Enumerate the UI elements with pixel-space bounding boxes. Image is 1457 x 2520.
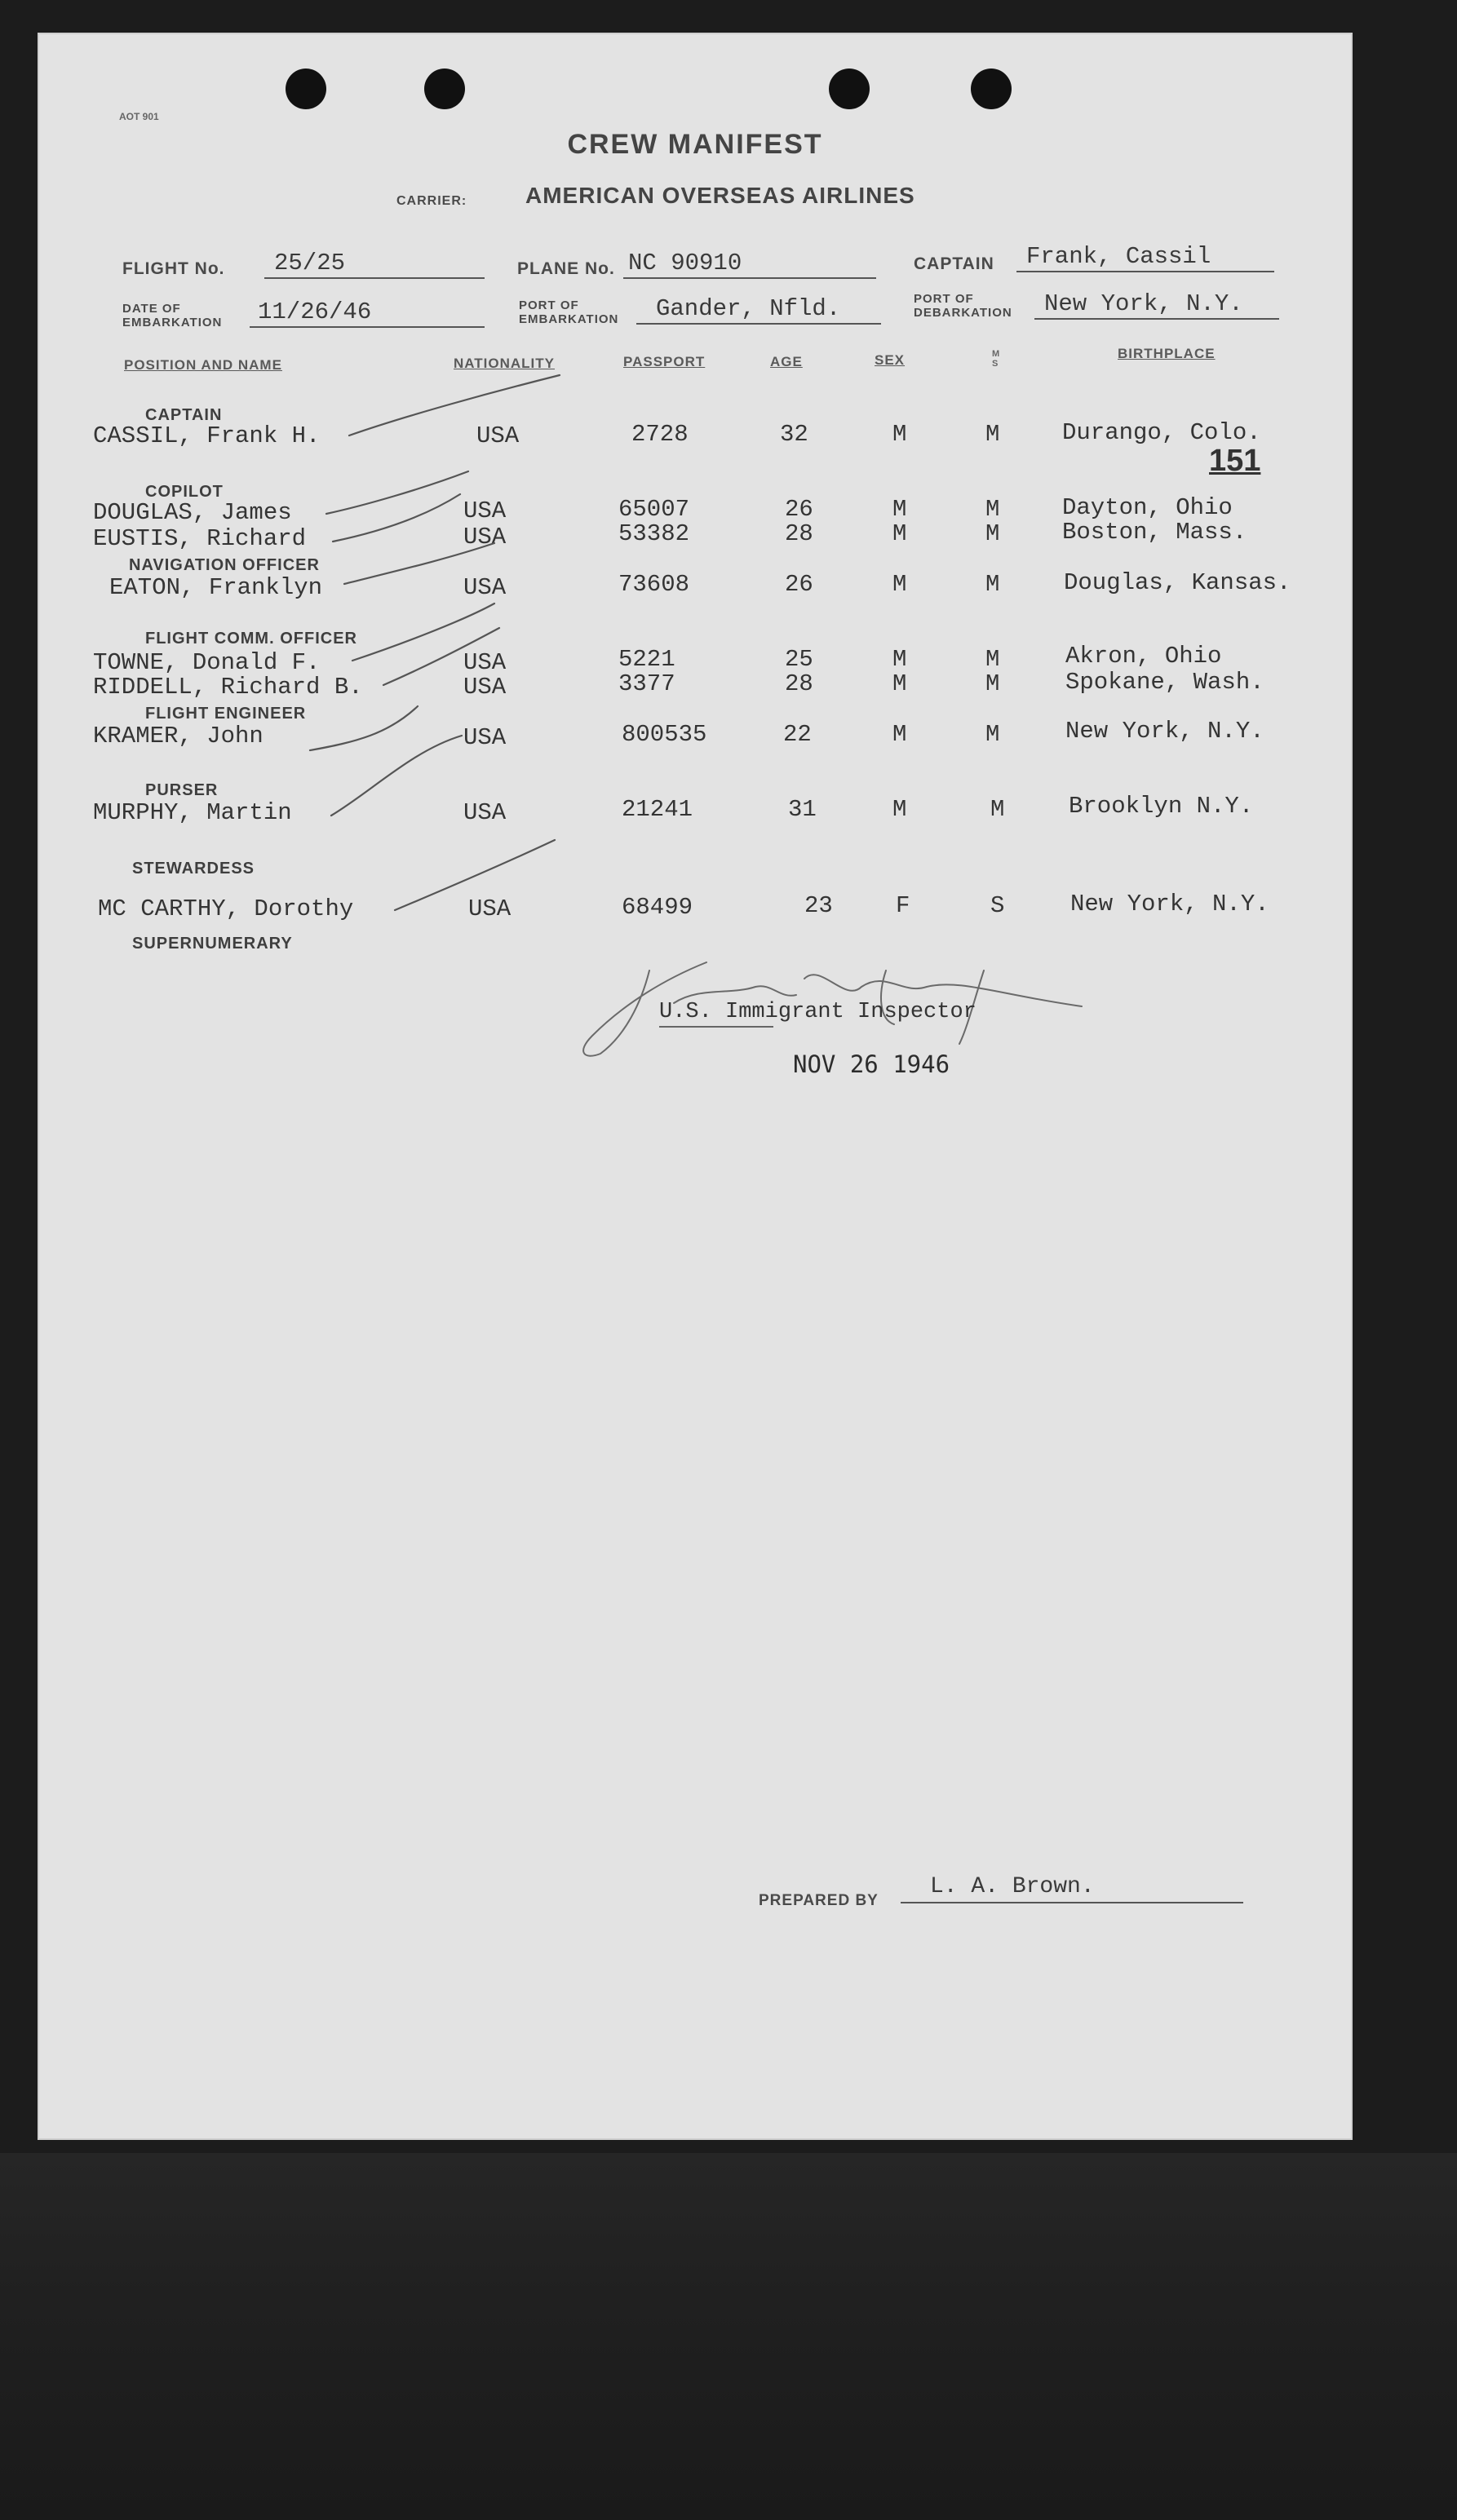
captain-value: Frank, Cassil — [1026, 243, 1211, 270]
crew-passport: 73608 — [618, 571, 690, 598]
date-label: DATE OF EMBARKATION — [122, 302, 223, 329]
crew-nationality: USA — [463, 574, 507, 601]
crew-marital-status: M — [985, 646, 1000, 673]
crew-nationality: USA — [463, 497, 507, 524]
crew-age: 22 — [783, 721, 812, 748]
inspector-title: U.S. Immigrant Inspector — [659, 1000, 976, 1024]
crew-birthplace: Douglas, Kansas. — [1064, 569, 1291, 596]
crew-birthplace: Durango, Colo. — [1062, 419, 1261, 446]
crew-birthplace: New York, N.Y. — [1070, 891, 1269, 917]
form-code: AOT 901 — [119, 111, 159, 122]
crew-sex: M — [892, 646, 907, 673]
crew-age: 28 — [785, 520, 813, 547]
flight-label: FLIGHT No. — [122, 259, 225, 278]
crew-marital-status: M — [985, 670, 1000, 697]
crew-passport: 65007 — [618, 496, 690, 523]
crew-passport: 68499 — [622, 894, 693, 921]
col-birthplace: BIRTHPLACE — [1118, 346, 1216, 361]
crew-sex: M — [892, 496, 907, 523]
port-embarkation-value: Gander, Nfld. — [656, 295, 841, 322]
role-supernumerary: SUPERNUMERARY — [132, 935, 293, 953]
crew-name: RIDDELL, Richard B. — [93, 674, 363, 701]
col-age: AGE — [770, 354, 803, 369]
crew-nationality: USA — [468, 895, 512, 922]
role-captain: CAPTAIN — [145, 406, 223, 424]
crew-name: DOUGLAS, James — [93, 499, 292, 526]
role-copilot: COPILOT — [145, 483, 224, 501]
crew-marital-status: M — [985, 520, 1000, 547]
crew-nationality: USA — [476, 422, 520, 449]
prepared-by-value: L. A. Brown. — [930, 1874, 1095, 1899]
crew-birthplace: Brooklyn N.Y. — [1069, 793, 1254, 820]
crew-passport: 53382 — [618, 520, 690, 547]
crew-birthplace: New York, N.Y. — [1065, 718, 1264, 745]
col-position: POSITION AND NAME — [124, 357, 282, 373]
check-marks — [38, 33, 1353, 1011]
crew-passport: 5221 — [618, 646, 675, 673]
carrier-label: CARRIER: — [396, 194, 467, 208]
scan-background — [0, 2153, 1457, 2520]
prepared-by-underline — [901, 1902, 1243, 1903]
date-value: 11/26/46 — [258, 298, 372, 325]
crew-sex: M — [892, 670, 907, 697]
inspector-title-underline — [659, 1026, 773, 1028]
crew-name: KRAMER, John — [93, 723, 264, 749]
crew-sex: M — [892, 520, 907, 547]
port-embarkation-label: PORT OF EMBARKATION — [519, 298, 619, 326]
captain-label: CAPTAIN — [914, 254, 994, 273]
plane-label: PLANE No. — [517, 259, 615, 278]
crew-marital-status: M — [985, 496, 1000, 523]
manifest-sheet — [38, 33, 1353, 2140]
plane-value: NC 90910 — [628, 250, 742, 276]
port-debarkation-label: PORT OF DEBARKATION — [914, 292, 1012, 320]
crew-birthplace: Akron, Ohio — [1065, 643, 1222, 670]
crew-age: 31 — [788, 796, 817, 823]
crew-age: 23 — [804, 892, 833, 919]
crew-passport: 3377 — [618, 670, 675, 697]
crew-name: EATON, Franklyn — [109, 574, 323, 601]
prepared-by-label: PREPARED BY — [759, 1892, 879, 1909]
carrier-name: AMERICAN OVERSEAS AIRLINES — [525, 183, 915, 208]
crew-passport: 2728 — [631, 421, 689, 448]
col-sex: SEX — [875, 352, 906, 368]
crew-nationality: USA — [463, 674, 507, 701]
crew-name: MURPHY, Martin — [93, 799, 292, 826]
col-nationality: NATIONALITY — [454, 356, 556, 371]
role-flight-engineer: FLIGHT ENGINEER — [145, 705, 307, 723]
page-number: 151 — [1209, 444, 1261, 478]
crew-name: MC CARTHY, Dorothy — [98, 895, 354, 922]
role-navigation-officer: NAVIGATION OFFICER — [129, 556, 320, 574]
crew-age: 25 — [785, 646, 813, 673]
col-marital-status: M S — [992, 349, 1000, 369]
crew-nationality: USA — [463, 724, 507, 751]
crew-name: CASSIL, Frank H. — [93, 422, 321, 449]
crew-sex: M — [892, 796, 907, 823]
crew-age: 32 — [780, 421, 808, 448]
role-stewardess: STEWARDESS — [132, 860, 255, 878]
date-stamp: NOV 26 1946 — [793, 1050, 950, 1078]
crew-name: TOWNE, Donald F. — [93, 649, 321, 676]
crew-sex: M — [892, 421, 907, 448]
crew-birthplace: Dayton, Ohio — [1062, 494, 1233, 521]
col-passport: PASSPORT — [623, 354, 706, 369]
crew-marital-status: S — [990, 892, 1005, 919]
crew-nationality: USA — [463, 799, 507, 826]
crew-age: 26 — [785, 571, 813, 598]
crew-birthplace: Boston, Mass. — [1062, 519, 1247, 546]
crew-passport: 800535 — [622, 721, 707, 748]
port-debarkation-value: New York, N.Y. — [1044, 290, 1243, 317]
role-purser: PURSER — [145, 781, 219, 799]
crew-sex: M — [892, 571, 907, 598]
crew-marital-status: M — [985, 421, 1000, 448]
crew-sex: F — [896, 892, 910, 919]
crew-marital-status: M — [985, 571, 1000, 598]
crew-nationality: USA — [463, 524, 507, 550]
crew-age: 28 — [785, 670, 813, 697]
crew-sex: M — [892, 721, 907, 748]
page-title: CREW MANIFEST — [567, 129, 823, 160]
crew-marital-status: M — [990, 796, 1005, 823]
crew-marital-status: M — [985, 721, 1000, 748]
crew-nationality: USA — [463, 649, 507, 676]
crew-name: EUSTIS, Richard — [93, 525, 307, 552]
crew-passport: 21241 — [622, 796, 693, 823]
crew-birthplace: Spokane, Wash. — [1065, 669, 1264, 696]
flight-value: 25/25 — [274, 250, 346, 276]
role-flight-comm-officer: FLIGHT COMM. OFFICER — [145, 630, 357, 648]
crew-age: 26 — [785, 496, 813, 523]
